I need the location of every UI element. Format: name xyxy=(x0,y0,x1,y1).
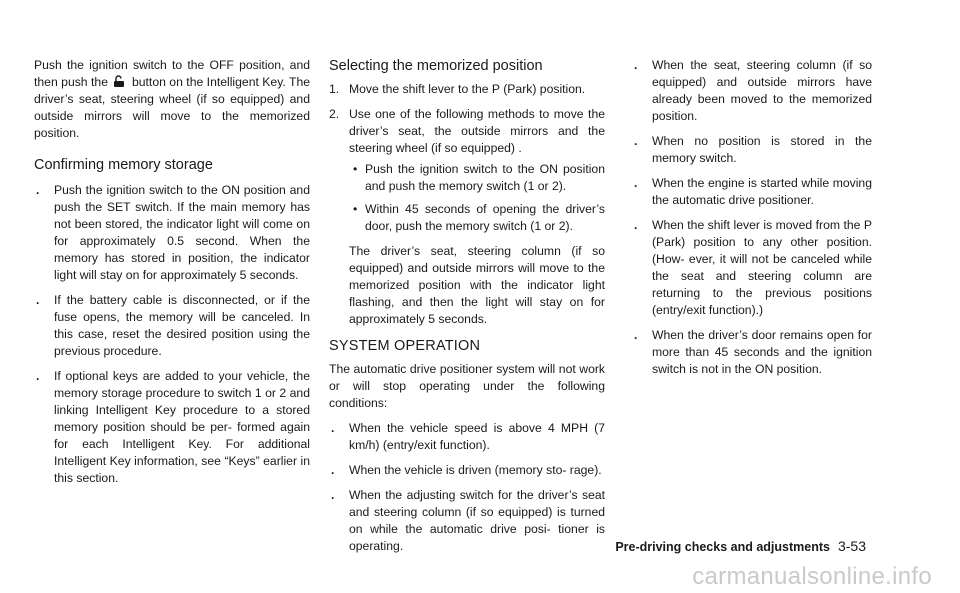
list-item: . When the vehicle speed is above 4 MPH (7 km/h) (entry/exit function). xyxy=(331,421,605,452)
list-item: . Push the ignition switch to the ON position and push the SET switch. If the main memory has not been stored, the indicator light will come on for approximately 0.5 second. When the memory has stored in position, the indicator light will stay on for approximately 5 seconds. xyxy=(36,183,310,282)
list-item: • Push the ignition switch to the ON position and push the memory switch (1 or 2). xyxy=(353,162,605,193)
method-list xyxy=(349,161,605,235)
list-item: . When no position is stored in the memory switch. xyxy=(634,134,872,165)
heading-confirming-memory: Confirming memory storage xyxy=(34,157,213,173)
selecting-steps xyxy=(329,81,605,235)
confirming-list xyxy=(34,182,310,487)
list-item: . When the driver’s door remains open for more than 45 seconds and the ignition switch is not in the ON position. xyxy=(634,328,872,376)
list-item: . When the vehicle is driven (memory sto- rage). xyxy=(331,463,602,477)
list-item: . When the seat, steering column (if so equipped) and outside mirrors have already been moved to the memorized position. xyxy=(634,58,872,123)
intro-text-a: Push the ignition switch to the OFF position, and then push the xyxy=(34,58,310,89)
unlock-key-icon xyxy=(112,75,126,87)
conditions-list-continued xyxy=(632,57,872,378)
column-right xyxy=(632,57,872,386)
conditions-list xyxy=(329,420,605,555)
system-intro: The automatic drive positioner system will not work or will stop operating under the following conditions: xyxy=(329,362,605,410)
list-item: • Within 45 seconds of opening the driver’s door, push the memory switch (1 or 2). xyxy=(353,202,605,233)
heading-system-operation: SYSTEM OPERATION xyxy=(329,338,481,354)
watermark: carmanualsonline.info xyxy=(692,563,932,590)
step-item: 2. Use one of the following methods to move the driver’s seat, the outside mirrors and the steering wheel (if so equipped) . • Push the ignition switch to the ON position and push the memory switch (1 or 2). • Within 45 seconds of opening the driver’s door, push the memory switch (1 or 2). xyxy=(329,107,605,233)
column-left xyxy=(34,57,310,495)
intro-text-b: button on the Intelligent Key. The driver’s seat, steering wheel (if so equipped) and outside mirrors will move to the memorized position. xyxy=(34,75,310,140)
heading-selecting-position: Selecting the memorized position xyxy=(329,58,543,74)
step-item: 1. Move the shift lever to the P (Park) position. xyxy=(329,82,586,96)
list-item: . If optional keys are added to your vehicle, the memory storage procedure to switch 1 or 2 and linking Intelligent Key procedure to a stored memory position should be per- formed again for each Intelligent Key. For additional Intelligent Key information, see “Keys” earlier in this section. xyxy=(36,369,310,485)
intro-paragraph xyxy=(34,57,310,142)
list-item: . When the adjusting switch for the driver’s seat and steering column (if so equipped) is turned on while the automatic drive posi- tioner is operating. xyxy=(331,488,605,553)
page-footer xyxy=(615,538,866,554)
list-item: . If the battery cable is disconnected, or if the fuse opens, the memory will be canceled. In this case, reset the desired position using the previous procedure. xyxy=(36,293,310,358)
list-item: . When the engine is started while moving the automatic drive positioner. xyxy=(634,176,872,207)
list-item: . When the shift lever is moved from the P (Park) position to any other position. (How- ever, it will not be canceled while the seat and steering column are returning to the previous positions (entry/exit function).) xyxy=(634,218,872,317)
column-middle xyxy=(329,57,605,563)
step-result: The driver’s seat, steering column (if so equipped) and outside mirrors will move to the memorized position with the indicator light flashing, and then the light will stay on for approximately 5 seconds. xyxy=(349,244,605,326)
footer-section-title: Pre-driving checks and adjustments xyxy=(615,540,830,554)
page-number: 3-53 xyxy=(837,538,866,554)
